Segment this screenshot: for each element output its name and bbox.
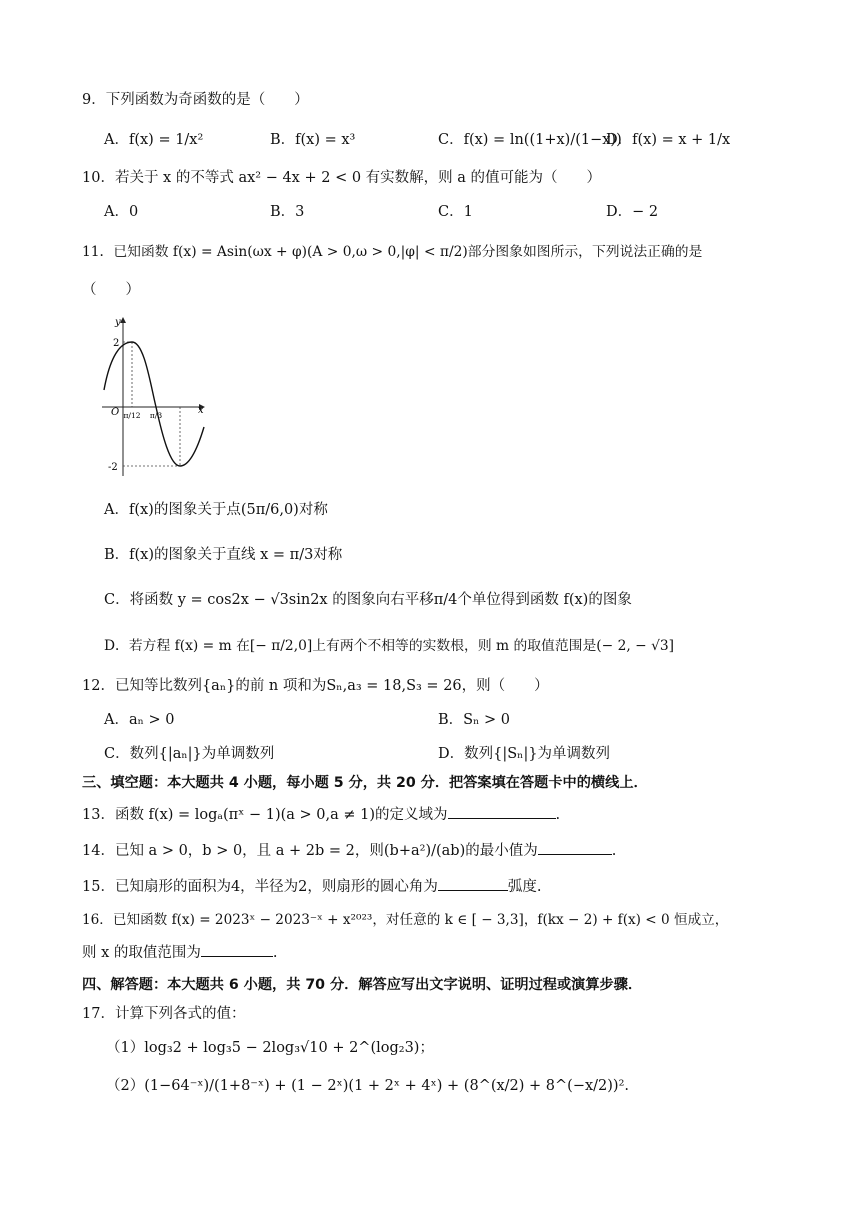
q9-stem: 9．下列函数为奇函数的是（ ） — [82, 92, 309, 108]
q9-option-b: B．f(x) = x³ — [270, 132, 356, 148]
y-axis-label: y — [115, 317, 121, 328]
tick-pi-over-12: π/12 — [123, 411, 141, 420]
q10-option-b: B．3 — [270, 204, 305, 220]
q13-answer-blank[interactable] — [448, 804, 556, 819]
tick-pi-over-3: π/3 — [149, 411, 163, 420]
y-min-label: -2 — [108, 462, 118, 473]
q15-end: 弧度. — [507, 879, 542, 895]
sine-graph-figure — [100, 312, 212, 480]
q11-answer-paren: （ ） — [82, 282, 140, 298]
q13-end: . — [555, 807, 561, 823]
q14-answer-blank[interactable] — [538, 840, 612, 855]
q11-option-b: B．f(x)的图象关于直线 x = π/3对称 — [104, 547, 343, 563]
q9-option-d: D．f(x) = x + 1/x — [606, 132, 731, 148]
sine-curve — [104, 342, 204, 466]
q14-end: . — [611, 843, 617, 859]
q13-text: 13．函数 f(x) = logₐ(πˣ − 1)(a > 0,a ≠ 1)的定义域为 — [82, 807, 448, 823]
x-axis-label: x — [198, 405, 204, 416]
q12-option-c: C．数列{|aₙ|}为单调数列 — [104, 746, 275, 762]
q11-stem: 11．已知函数 f(x) = Asin(ωx + φ)(A > 0,ω > 0,|φ| < π/2)部分图象如图所示，下列说法正确的是 — [82, 244, 703, 260]
q16-line2 — [82, 942, 278, 963]
q10-option-c: C．1 — [438, 204, 473, 220]
q16-text: 则 x 的取值范围为 — [82, 945, 201, 961]
q17-stem: 17．计算下列各式的值： — [82, 1006, 246, 1022]
q9-option-c: C．f(x) = ln((1+x)/(1−x)) — [438, 132, 622, 148]
q14 — [82, 840, 616, 861]
q9-option-a: A．f(x) = 1/x² — [104, 132, 204, 148]
q12-option-d: D．数列{|Sₙ|}为单调数列 — [438, 746, 611, 762]
q15-text: 15．已知扇形的面积为4，半径为2，则扇形的圆心角为 — [82, 879, 438, 895]
q12-option-b: B．Sₙ > 0 — [438, 712, 510, 728]
q14-text: 14．已知 a > 0，b > 0，且 a + 2b = 2，则(b+a²)/(ab)的最小值为 — [82, 843, 538, 859]
y-max-label: 2 — [113, 338, 120, 349]
section-4-heading: 四、解答题：本大题共 6 小题，共 70 分．解答应写出文字说明、证明过程或演算步骤． — [82, 977, 643, 993]
q15-answer-blank[interactable] — [438, 876, 508, 891]
q10-option-d: D．− 2 — [606, 204, 659, 220]
q16-end: . — [272, 945, 278, 961]
q10-option-a: A．0 — [104, 204, 139, 220]
q12-option-a: A．aₙ > 0 — [104, 712, 175, 728]
q10-stem: 10．若关于 x 的不等式 ax² − 4x + 2 < 0 有实数解，则 a 的值可能为（ ） — [82, 170, 602, 186]
q12-stem: 12．已知等比数列{aₙ}的前 n 项和为Sₙ,a₃ = 18,S₃ = 26，则（ ） — [82, 678, 549, 694]
q11-option-c: C．将函数 y = cos2x − √3sin2x 的图象向右平移π/4个单位得到函数 f(x)的图象 — [104, 592, 632, 608]
q16-answer-blank[interactable] — [201, 942, 273, 957]
q13 — [82, 804, 560, 825]
q11-option-d: D．若方程 f(x) = m 在[− π/2,0]上有两个不相等的实数根，则 m 的取值范围是(− 2, − √3] — [104, 638, 675, 654]
q17-part2: （2）(1−64⁻ˣ)/(1+8⁻ˣ) + (1 − 2ˣ)(1 + 2ˣ + 4ˣ) + (8^(x/2) + 8^(−x/2))². — [106, 1078, 629, 1094]
origin-label: O — [111, 407, 120, 418]
q15 — [82, 876, 542, 897]
q11-option-a: A．f(x)的图象关于点(5π/6,0)对称 — [104, 502, 328, 518]
section-3-heading: 三、填空题：本大题共 4 小题，每小题 5 分，共 20 分．把答案填在答题卡中的横线上． — [82, 775, 648, 791]
q17-part1: （1）log₃2 + log₃5 − 2log₃√10 + 2^(log₂3)； — [106, 1040, 434, 1056]
q16-line1: 16．已知函数 f(x) = 2023ˣ − 2023⁻ˣ + x²⁰²³，对任意的 k ∈ [ − 3,3]，f(kx − 2) + f(x) < 0 恒成立， — [82, 912, 729, 928]
